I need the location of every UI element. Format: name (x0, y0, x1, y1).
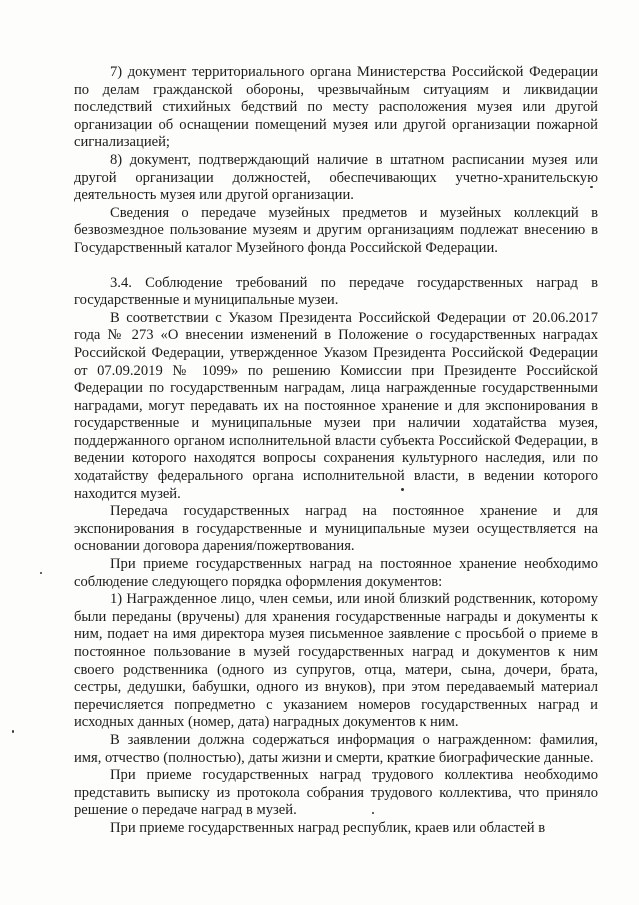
scan-speck (590, 186, 593, 188)
scan-speck (40, 572, 42, 574)
section-heading-3-4: 3.4. Соблюдение требований по передаче государственных наград в государственные и муниципальные музеи. (74, 274, 598, 309)
document-body (74, 64, 598, 838)
paragraph-item-8: 8) документ, подтверждающий наличие в штатном расписании музея или другой организации должностей, обеспечивающих учетно-хранительскую деятельность музея или другой организации. (74, 151, 598, 204)
paragraph-collective-awards: При приеме государственных наград трудового коллектива необходимо представить выписку из протокола собрания трудового коллектива, что приняло решение о передаче наград в музей. (74, 767, 598, 819)
scan-speck (401, 488, 404, 491)
scan-speck (372, 812, 374, 814)
scan-speck (12, 730, 14, 733)
paragraph-application-info: В заявлении должна содержаться информация о награжденном: фамилия, имя, отчество (полностью), даты жизни и смерти, краткие биографические данные. (74, 731, 598, 766)
paragraph-procedure-item-1: 1) Награжденное лицо, член семьи, или иной близкий родственник, которому были переданы (вручены) для хранения государственные награды и документы к ним, подает на имя директора музея письменное заявление с просьбой о приеме в постоянное пользование в музей государственных наград и документов к ним своего родственника (одного из супругов, отца, матери, сына, дочери, брата, сестры, дедушки, бабушки, одного из внуков), при этом передаваемый материал перечисляется попредметно с указанием номеров государственных наград и исходных данных (номер, дата) наградных документов к ним. (74, 591, 598, 731)
paragraph-item-7: 7) документ территориального органа Министерства Российской Федерации по делам гражданской обороны, чрезвычайным ситуациям и ликвидации последствий стихийных бедствий по месту расположения музея или другой организации об оснащении помещений музея или другой организации пожарной сигнализацией; (74, 64, 598, 151)
paragraph-transfer-basis: Передача государственных наград на постоянное хранение и для экспонирования в государственные и муниципальные музеи осуществляется на основании договора дарения/пожертвования. (74, 503, 598, 555)
paragraph-procedure-intro: При приеме государственных наград на постоянное хранение необходимо соблюдение следующего порядка оформления документов: (74, 556, 598, 590)
paragraph-regional-awards: При приеме государственных наград республик, краев или областей в (110, 819, 546, 836)
section-gap (74, 258, 598, 275)
paragraph-decree: В соответствии с Указом Президента Российской Федерации от 20.06.2017 года № 273 «О внесении изменений в Положение о государственных наградах Российской Федерации, утвержденное Указом Президента Российской Федерации от 07.09.2019 № 1099» по решению Комиссии при Президенте Российской Федерации по государственным наградам, лица награжденные государственными наградами, могут передавать их на постоянное хранение и для экспонирования в государственные и муниципальные музеи при наличии ходатайства музея, поддержанного органом исполнительной власти субъекта Российской Федерации, в ведении которого находятся вопросы сохранения культурного наследия, или по ходатайству федерального органа исполнительной власти, в ведении которого находится музей. (74, 309, 598, 502)
paragraph-catalog-note: Сведения о передаче музейных предметов и музейных коллекций в безвозмездное пользование музеям и другим организациям подлежат внесению в Государственный каталог Музейного фонда Российской Федерации. (74, 204, 598, 256)
